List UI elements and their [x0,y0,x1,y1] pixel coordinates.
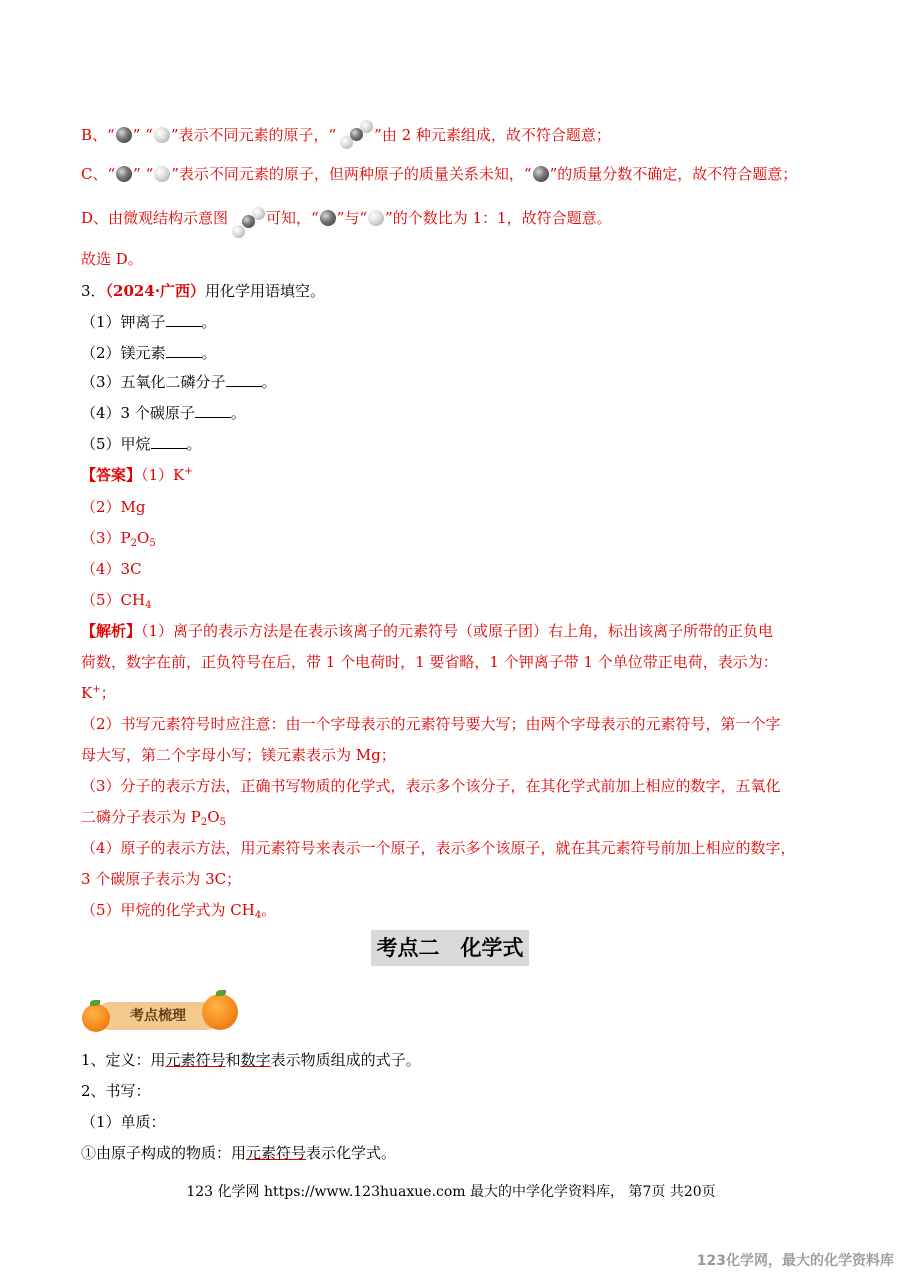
explanation-p1-l3: K+； [81,684,116,702]
answer-5: $(5)CH_4$ [81,591,152,611]
dark-atom-icon [533,166,549,182]
note-writing: 2、书写： [81,1082,151,1100]
light-atom-icon [154,166,170,182]
note-element: （1）单质： [81,1113,166,1131]
section-badge [80,990,240,1036]
option-b-analysis: B、“ ” “ ”表示不同元素的原子，“ ”由 2 种元素组成，故不符合题意； [81,120,611,154]
dark-atom-icon [116,166,132,182]
light-atom-icon [368,210,384,226]
option-c-analysis: C、“ ” “ ”表示不同元素的原子，但两种原子的质量关系未知，“ ”的质量分数不确定，故不符合题意； [81,165,798,183]
badge-label: 考点梳理 [130,1008,186,1024]
explanation-p2-l2: 母大写，第二个字母小写；镁元素表示为 Mg； [81,746,396,764]
answer-4: （4）3C [81,560,142,578]
question-item: （5）甲烷 。 [81,435,202,453]
answer-blank [195,403,231,418]
answer-1: 【答案】（1）K+ [81,466,193,484]
question-item: （2）镁元素 。 [81,344,217,362]
answer-3: $(3)P_2O_5$ [81,529,156,549]
answer-blank [166,343,202,358]
light-atom-icon [154,127,170,143]
note-atomic-substance: ①由原子构成的物质：用元素符号表示化学式。 [81,1144,397,1162]
molecule-icon [336,120,374,154]
explanation-p1-l1: 【解析】（1）离子的表示方法是在表示该离子的元素符号（或原子团）右上角，标出该离子所带的正负电 [81,622,774,640]
answer-blank [166,312,202,327]
question-source: （2024·广西） [105,282,206,300]
explanation-p1-l2: 荷数，数字在前，正负符号在后，带 1 个电荷时，1 要省略，1 个钾离子带 1 个单位带正电荷，表示为： [81,653,778,671]
section-title: 考点二 化学式 [371,930,529,966]
explanation-p2-l1: （2）书写元素符号时应注意：由一个字母表示的元素符号要大写；由两个字母表示的元素符号，第一个字 [81,715,781,733]
explanation-tag: 【解析】 [81,622,142,640]
answer-2: （2）Mg [81,498,146,516]
page-footer: 123 化学网 https://www.123huaxue.com 最大的中学化学资料库， 第7页 共20页 [186,1184,716,1200]
option-b-prefix: B、“ [81,126,115,144]
answer-blank [151,434,187,449]
dark-atom-icon [320,210,336,226]
option-d-analysis: D、由微观结构示意图 可知，“ ”与“ ”的个数比为 1：1，故符合题意。 [81,207,612,241]
explanation-p5: （5）甲烷的化学式为 $CH_4$。 [81,901,277,921]
question-item: （1）钾离子 。 [81,313,217,331]
note-definition: 1、定义：用元素符号和数字表示物质组成的式子。 [81,1051,421,1069]
dark-atom-icon [116,127,132,143]
explanation-p4-l1: （4）原子的表示方法，用元素符号来表示一个原子，表示多个该原子，就在其元素符号前加上相应的数字， [81,839,796,857]
watermark: 123化学网，最大的化学资料库 [696,1253,894,1269]
question-3-stem: 3．（2024·广西）用化学用语填空。 [81,282,326,300]
question-item: （4）3 个碳原子 。 [81,404,246,422]
explanation-p3-l1: （3）分子的表示方法，正确书写物质的化学式，表示多个该分子，在其化学式前加上相应的数字，五氧化 [81,777,781,795]
question-item: （3）五氧化二磷分子 。 [81,373,277,391]
conclusion: 故选 D。 [81,250,143,268]
explanation-p3-l2: 二磷分子表示为 $P_2O_5$ [81,808,226,828]
molecule-diagram-icon [228,207,266,241]
answer-tag: 【答案】 [81,466,142,484]
explanation-p4-l2: 3 个碳原子表示为 3C； [81,870,242,888]
answer-blank [226,372,262,387]
